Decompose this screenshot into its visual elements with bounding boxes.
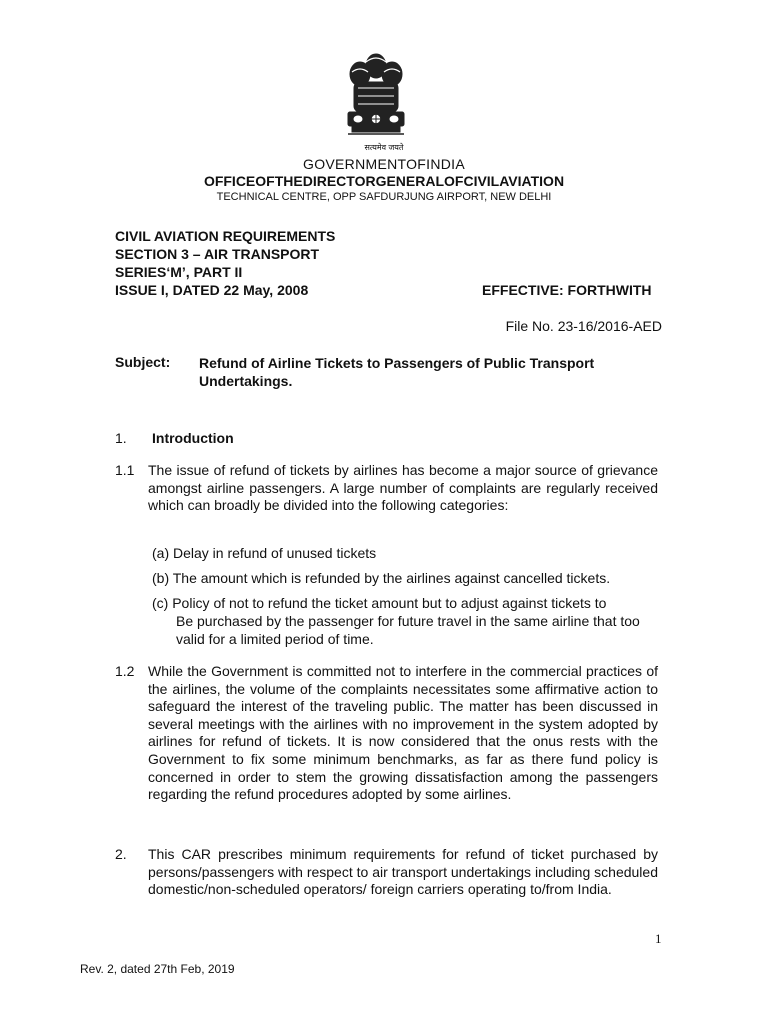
paragraph-1-2: While the Government is committed not to interfere in the commercial practices of the airlines, the volume of the complaints necessitates some affirmative action to safeguard the interest of the traveling public. The matter has been discussed in several meetings with the airlines with no improvement in the system adopted by airlines for refund of tickets. It is now considered that the onus rests with the Government to fix some minimum benchmarks, as far as there fund policy is concerned in order to stem the growing dissatisfaction among the passengers regarding the refund procedures adopted by some airlines.: [148, 663, 658, 803]
section-1-title: Introduction: [152, 430, 234, 446]
section-1-number: 1.: [115, 430, 127, 446]
paragraph-1-2-number: 1.2: [115, 663, 135, 679]
subject-text: Refund of Airline Tickets to Passengers of Public Transport Undertakings.: [199, 355, 595, 389]
revision-note: Rev. 2, dated 27th Feb, 2019: [80, 962, 235, 976]
national-emblem-icon: [344, 52, 408, 150]
subject-label: Subject:: [115, 354, 171, 370]
car-section: SECTION 3 – AIR TRANSPORT: [115, 246, 320, 262]
office-title: OFFICEOFTHEDIRECTORGENERALOFCIVILAVIATION: [203, 173, 565, 189]
category-item-b: (b) The amount which is refunded by the airlines against cancelled tickets.: [152, 570, 611, 586]
car-effective: EFFECTIVE: FORTHWITH: [482, 282, 652, 298]
section-2-text: This CAR prescribes minimum requirements for refund of ticket purchased by persons/passengers with respect to air transport undertakings including scheduled domestic/non-scheduled operators/ foreign carriers operating to/from India.: [148, 846, 658, 898]
government-title: GOVERNMENTOFINDIA: [303, 156, 465, 172]
category-item-a: (a) Delay in refund of unused tickets: [152, 545, 377, 561]
car-title: CIVIL AVIATION REQUIREMENTS: [115, 228, 336, 244]
car-issue: ISSUE I, DATED 22 May, 2008: [115, 282, 309, 298]
category-item-c: (c) Policy of not to refund the ticket amount but to adjust against tickets to: [152, 595, 607, 611]
paragraph-1-1-number: 1.1: [115, 462, 135, 478]
section-2-number: 2.: [115, 846, 127, 862]
paragraph-1-1: The issue of refund of tickets by airlines has become a major source of grievance amongst airline passengers. A large number of complaints are regularly received which can broadly be divided into the following categories:: [148, 462, 658, 514]
office-address: TECHNICAL CENTRE, OPP SAFDURJUNG AIRPORT, NEW DELHI: [216, 191, 552, 203]
category-item-c-continued: Be purchased by the passenger for future travel in the same airline that too valid for a limited period of time.: [176, 613, 640, 647]
car-series: SERIES‘M’, PART II: [115, 264, 243, 280]
file-number: File No. 23-16/2016-AED: [505, 318, 662, 334]
page-number: 1: [655, 931, 662, 946]
emblem-motto: सत्यमेव जयते: [364, 143, 404, 152]
